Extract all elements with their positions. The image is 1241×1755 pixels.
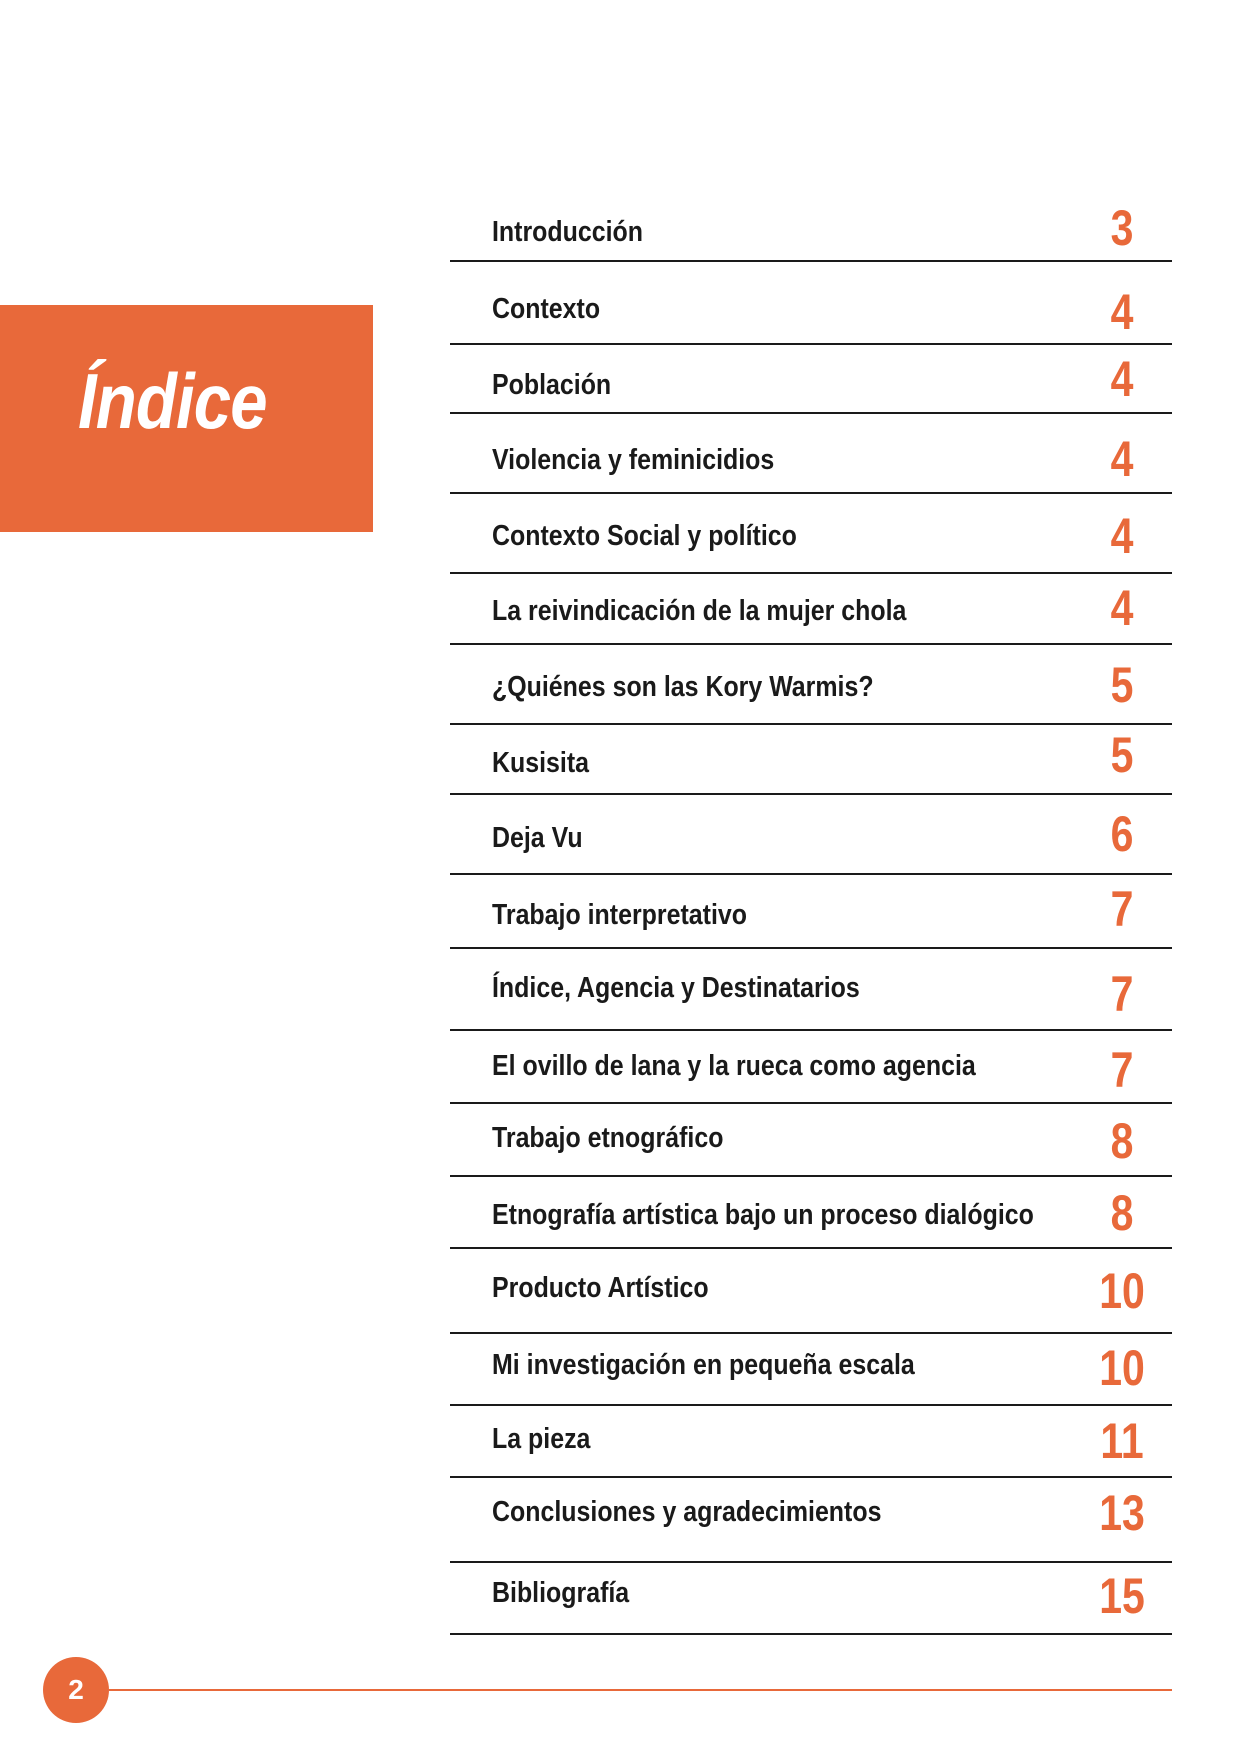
toc-entry-label: Introducción [492,216,644,248]
toc-entry-page: 8 [1110,1113,1134,1169]
toc-entry-label: Mi investigación en pequeña escala [492,1349,915,1381]
toc-entry-page: 4 [1110,431,1134,487]
toc-entry-page: 4 [1110,580,1134,636]
toc-entry-page: 7 [1110,1042,1134,1098]
toc-entry-page: 5 [1110,727,1134,783]
toc-entry[interactable] [450,795,1172,875]
toc-entry-page: 15 [1099,1568,1145,1624]
toc-entry[interactable] [450,494,1172,574]
toc-entry-page: 10 [1099,1340,1145,1396]
toc-entry[interactable] [450,345,1172,414]
toc-entry[interactable] [450,645,1172,725]
toc-entry-page: 5 [1110,657,1134,713]
toc-entry[interactable] [450,725,1172,795]
toc-entry-label: Trabajo interpretativo [492,899,748,931]
toc-entry-page: 10 [1099,1263,1145,1319]
toc-entry-label: Bibliografía [492,1577,630,1609]
toc-entry-label: Índice, Agencia y Destinatarios [492,972,860,1004]
toc-entry[interactable] [450,1478,1172,1563]
toc-entry[interactable] [450,1177,1172,1249]
toc-entry[interactable] [450,949,1172,1031]
toc-entry-page: 7 [1110,966,1134,1022]
toc-entry-page: 3 [1110,200,1134,256]
toc-entry[interactable] [450,574,1172,645]
toc-entry[interactable] [450,196,1172,262]
toc-entry[interactable] [450,875,1172,949]
page-title: Índice [78,357,267,445]
toc-entry-page: 7 [1110,881,1134,937]
toc-entry-label: Trabajo etnográfico [492,1122,724,1154]
toc-entry[interactable] [450,1406,1172,1478]
toc-entry-label: Kusisita [492,747,590,779]
toc-entry-label: La reivindicación de la mujer chola [492,595,907,627]
toc-entry[interactable] [450,1104,1172,1177]
toc-entry-label: Etnografía artística bajo un proceso dialógico [492,1199,1034,1231]
toc-entry[interactable] [450,414,1172,494]
toc-entry-label: Contexto Social y político [492,520,797,552]
toc-entry-page: 6 [1110,806,1134,862]
toc-entry-label: Producto Artístico [492,1272,709,1304]
toc-entry-label: Violencia y feminicidios [492,444,775,476]
toc-entry-page: 11 [1100,1413,1144,1469]
toc-entry-label: El ovillo de lana y la rueca como agencia [492,1050,976,1082]
page-number-badge: 2 [43,1657,109,1723]
toc-entry-page: 8 [1110,1185,1134,1241]
toc-entry-label: Contexto [492,293,601,325]
toc-entry-label: Conclusiones y agradecimientos [492,1496,882,1528]
toc-entry-page: 4 [1110,351,1134,407]
toc-entry-label: La pieza [492,1423,591,1455]
toc-entry[interactable] [450,262,1172,345]
toc-entry-page: 4 [1110,508,1134,564]
toc-entry[interactable] [450,1563,1172,1635]
toc-entry[interactable] [450,1334,1172,1406]
toc-entry[interactable] [450,1249,1172,1334]
toc-entry-page: 4 [1110,284,1134,340]
toc-entry-page: 13 [1099,1485,1145,1541]
toc-entry-label: ¿Quiénes son las Kory Warmis? [492,671,874,703]
toc-entry-label: Deja Vu [492,822,583,854]
toc-entry-label: Población [492,369,612,401]
footer-divider [109,1689,1172,1691]
toc-entry[interactable] [450,1031,1172,1104]
